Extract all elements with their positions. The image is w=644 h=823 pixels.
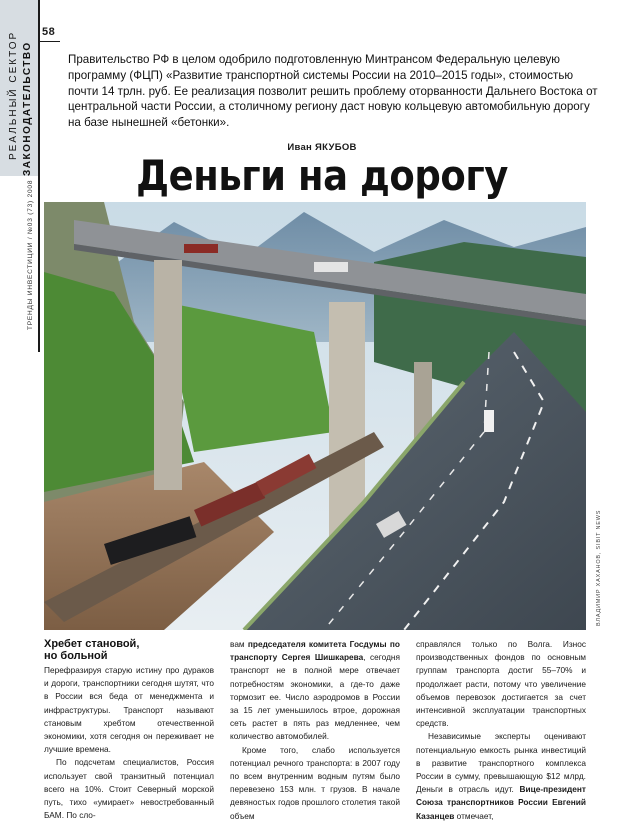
text-run: , сегодня транспорт не в полной мере отвечает потребностям экономики, а где-то даже тормозит ее. Число аэродромов в России за 15 лет уменьшилось втрое, дорожная сеть растет в пять раз медленнее, чем количество автомобилей. bbox=[230, 652, 400, 742]
paragraph bbox=[416, 730, 586, 822]
text-run: вам bbox=[230, 639, 248, 649]
section-label: РЕАЛЬНЫЙ СЕКТОР bbox=[8, 30, 19, 160]
article-column-3 bbox=[416, 638, 586, 823]
van bbox=[484, 410, 494, 432]
author-byline: Иван ЯКУБОВ bbox=[287, 142, 357, 153]
paragraph bbox=[230, 638, 400, 744]
bridge-photo bbox=[44, 202, 586, 630]
bridge-pillar-left bbox=[154, 260, 182, 490]
subhead-line-1: Хребет становой, bbox=[44, 638, 140, 650]
page-number: 58 bbox=[42, 26, 56, 38]
subsection-label: ЗАКОНОДАТЕЛЬСТВО bbox=[22, 41, 33, 176]
magazine-issue: ТРЕНДЫ ИНВЕСТИЦИИ / №03 (73) 2008 bbox=[27, 179, 34, 330]
article-subhead bbox=[44, 638, 214, 662]
paragraph: справлялся только по Волга. Износ производственных фондов по основным группам транспорта достиг 55–70% и продолжает расти, потому что увеличение объемов перевозок достигается за счет интенсивной эксплуатации транспортных средств. bbox=[416, 639, 586, 729]
headline: Деньги на дорогу bbox=[136, 151, 508, 200]
bold-text-run: председателя комитета Госдумы по транспорту Сергея Шишкарева bbox=[230, 639, 400, 663]
paragraph: По подсчетам специалистов, Россия использует свой транзитный потенциал всего на 10%. Стоит Северный морской путь, тихо «умирает» невостребованный БАМ. По сло- bbox=[44, 757, 214, 821]
bridge-illustration bbox=[44, 202, 586, 630]
text-run: Независимые эксперты оценивают потенциальную емкость рынка инвестиций в развитие транспортного комплекса России в сумму, превышающую $12 млрд. Деньги в отрасль идут. bbox=[416, 731, 586, 795]
photo-credit: ВЛАДИМИР ХАХАНОВ, SIBIT NEWS bbox=[596, 509, 602, 626]
lead-paragraph: Правительство РФ в целом одобрило подготовленную Минтрансом Федеральную целевую программу (ФЦП) «Развитие транспортной системы России на 2010–2015 годы», стоимостью почти 14 трлн. руб. Ее реализация позволит решить проблему оторванности Дальнего Востока от центральной части России, а столичному региону даст новую кольцевую автомобильную дорогу на базе нынешней «бетонки». bbox=[68, 53, 598, 130]
subhead-line-2: но больной bbox=[44, 650, 108, 662]
paragraph: Перефразируя старую истину про дураков и дороги, транспортники сегодня шутят, что в России вся беда от менеджмента и инфраструктуры. Транспорт называют становым хребтом отечественной экономики, хотя сегодня он переживает не лучшие времена. bbox=[44, 665, 214, 755]
truck-white bbox=[314, 262, 348, 272]
article-column-2 bbox=[230, 638, 400, 823]
text-run: отмечает, bbox=[454, 810, 494, 821]
paragraph: Кроме того, слабо используется потенциал речного транспорта: в 2007 году по всем внутренним водным путям было перевезено 153 млн. т грузов. В начале девяностых годов прошлого столетия такой объем bbox=[230, 744, 400, 821]
bold-text-run: Вице-президент Союза транспортников России Евгений Казанцев bbox=[416, 784, 586, 821]
page-number-rule bbox=[40, 41, 60, 42]
article-column-1 bbox=[44, 638, 214, 822]
truck bbox=[184, 244, 218, 253]
